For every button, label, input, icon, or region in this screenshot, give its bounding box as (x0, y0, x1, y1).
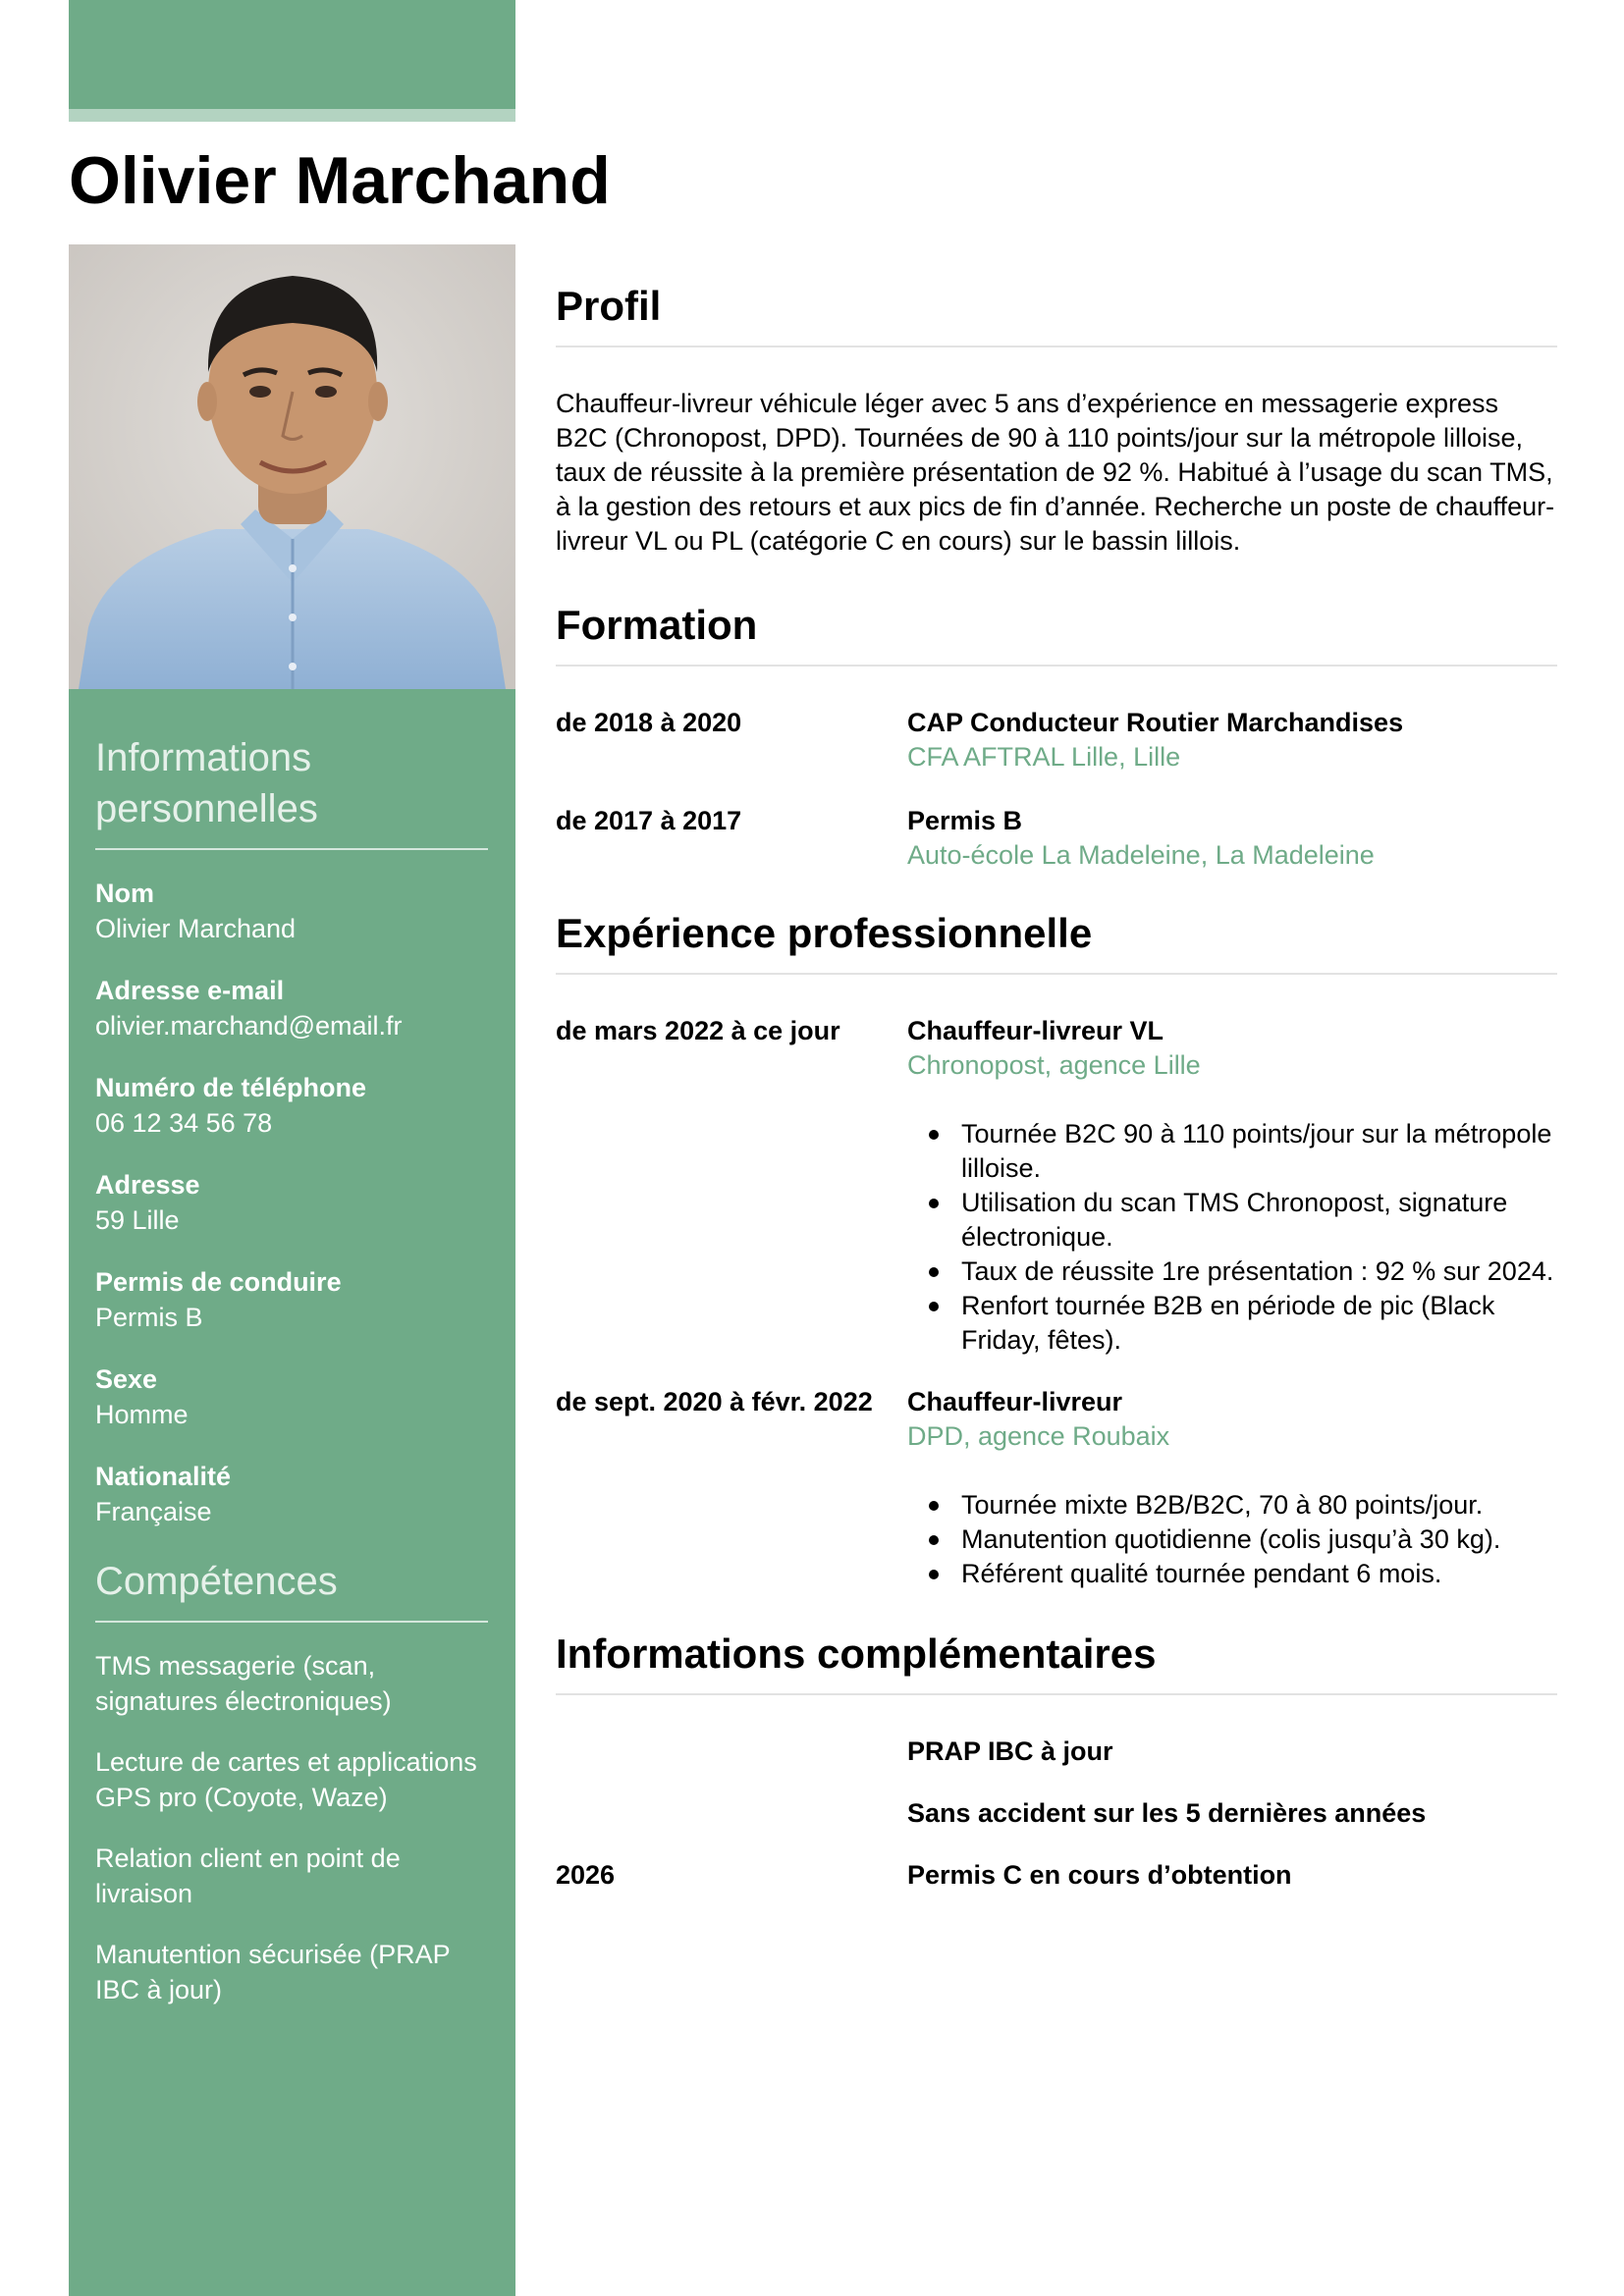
bullet-item: Utilisation du scan TMS Chronopost, signature électronique. (907, 1186, 1557, 1255)
skill-item: TMS messagerie (scan, signatures électroniques) (95, 1651, 392, 1716)
bullet-item: Tournée B2C 90 à 110 points/jour sur la métropole lilloise. (907, 1117, 1557, 1186)
header-accent-stripe (69, 109, 515, 122)
section-title: Formation (556, 602, 758, 648)
entry-title: CAP Conducteur Routier Marchandises (907, 708, 1404, 737)
info-row (556, 1735, 1557, 1769)
header-accent-band (69, 0, 515, 109)
divider (556, 346, 1557, 347)
info-date: 2026 (556, 1860, 616, 1890)
field-phone (95, 1070, 488, 1141)
info-text: Sans accident sur les 5 dernières années (907, 1798, 1427, 1828)
field-value: Permis B (95, 1303, 203, 1332)
divider (95, 1621, 488, 1623)
divider (95, 848, 488, 850)
section-title: Informations complémentaires (556, 1630, 1157, 1677)
personal-info-heading: Informations personnelles (95, 736, 318, 830)
experience-entry (556, 1385, 1557, 1591)
field-driving-license (95, 1264, 488, 1335)
education-entry (556, 706, 1557, 774)
info-row (556, 1858, 1557, 1893)
entry-place: Chronopost, agence Lille (907, 1050, 1201, 1080)
entry-body (907, 804, 1557, 873)
bullet-list (907, 1117, 1557, 1358)
experience-section (556, 908, 1557, 1591)
profile-text: Chauffeur-livreur véhicule léger avec 5 ans d’expérience en messagerie express B2C (Chronopost, DPD). Tournées de 90 à 110 points/jour sur la métropole lilloise, taux de réussite à la première présentation de 92 %. Habitué à l’usage du scan TMS, à la gestion des retours et aux pics de fin d’année. Recherche un poste de chauffeur-livreur VL ou PL (catégorie C en cours) sur le bassin lillois. (556, 389, 1555, 556)
field-label: Numéro de téléphone (95, 1073, 367, 1102)
entry-date: de mars 2022 à ce jour (556, 1016, 840, 1045)
entry-date: de sept. 2020 à févr. 2022 (556, 1387, 873, 1416)
field-value: Française (95, 1497, 212, 1526)
sidebar-content (95, 732, 488, 2033)
bullet-item: Référent qualité tournée pendant 6 mois. (907, 1557, 1557, 1591)
skills-heading: Compétences (95, 1560, 338, 1603)
entry-place: DPD, agence Roubaix (907, 1421, 1170, 1451)
additional-info-section (556, 1629, 1557, 1893)
info-row (556, 1796, 1557, 1831)
field-name (95, 876, 488, 946)
bullet-item: Tournée mixte B2B/B2C, 70 à 80 points/jour. (907, 1488, 1557, 1522)
field-label: Sexe (95, 1364, 158, 1394)
entry-date: de 2018 à 2020 (556, 708, 742, 737)
info-text: PRAP IBC à jour (907, 1736, 1113, 1766)
profile-photo (69, 244, 515, 689)
divider (556, 973, 1557, 975)
info-text: Permis C en cours d’obtention (907, 1860, 1292, 1890)
divider (556, 1693, 1557, 1695)
bullet-item: Renfort tournée B2B en période de pic (Black Friday, fêtes). (907, 1289, 1557, 1358)
profile-section (556, 281, 1557, 559)
candidate-name: Olivier Marchand (69, 143, 611, 218)
sidebar (69, 244, 515, 2296)
bullet-item: Manutention quotidienne (colis jusqu’à 30 kg). (907, 1522, 1557, 1557)
field-value: 06 12 34 56 78 (95, 1108, 273, 1138)
field-value: Olivier Marchand (95, 914, 297, 943)
entry-place: CFA AFTRAL Lille, Lille (907, 742, 1181, 772)
bullet-item: Taux de réussite 1re présentation : 92 % sur 2024. (907, 1255, 1557, 1289)
field-email (95, 973, 488, 1043)
field-label: Nationalité (95, 1462, 232, 1491)
field-value: olivier.marchand@email.fr (95, 1011, 403, 1041)
entry-body (907, 706, 1557, 774)
section-title: Profil (556, 283, 662, 329)
education-section (556, 600, 1557, 873)
entry-place: Auto-école La Madeleine, La Madeleine (907, 840, 1375, 870)
divider (556, 665, 1557, 667)
field-value: Homme (95, 1400, 189, 1429)
field-label: Adresse (95, 1170, 200, 1200)
info-date (556, 1796, 907, 1831)
experience-entry (556, 1014, 1557, 1358)
entry-date: de 2017 à 2017 (556, 806, 742, 835)
field-address (95, 1167, 488, 1238)
bullet-list (907, 1488, 1557, 1591)
entry-title: Chauffeur-livreur VL (907, 1016, 1164, 1045)
field-label: Permis de conduire (95, 1267, 342, 1297)
main-content (556, 281, 1557, 1893)
field-value: 59 Lille (95, 1205, 180, 1235)
section-title: Expérience professionnelle (556, 910, 1093, 956)
field-nationality (95, 1459, 488, 1529)
field-gender (95, 1362, 488, 1432)
entry-body (907, 1014, 1557, 1358)
skill-item: Lecture de cartes et applications GPS pro (Coyote, Waze) (95, 1747, 477, 1812)
field-label: Adresse e-mail (95, 976, 285, 1005)
field-label: Nom (95, 879, 154, 908)
info-date (556, 1735, 907, 1769)
skill-item: Manutention sécurisée (PRAP IBC à jour) (95, 1940, 451, 2004)
entry-body (907, 1385, 1557, 1591)
skill-item: Relation client en point de livraison (95, 1843, 401, 1908)
entry-title: Chauffeur-livreur (907, 1387, 1123, 1416)
education-entry (556, 804, 1557, 873)
entry-title: Permis B (907, 806, 1023, 835)
